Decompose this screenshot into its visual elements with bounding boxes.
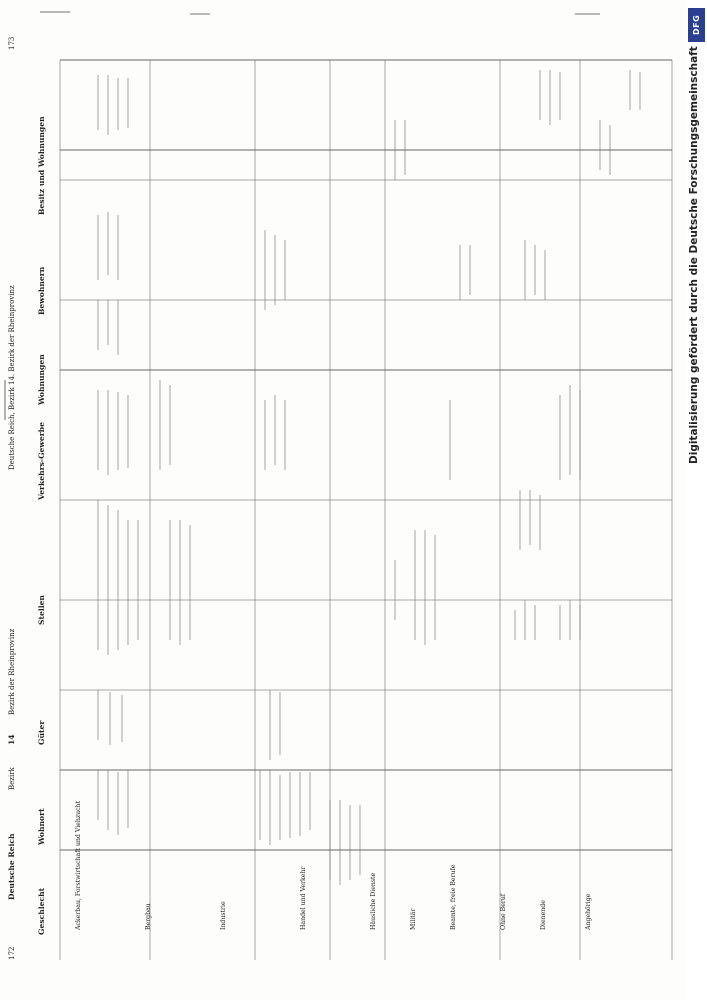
col-header-right-4: Besitz und Wohnungen bbox=[37, 116, 46, 215]
row-label-10: Angehörige bbox=[585, 893, 592, 930]
dfg-logo-badge: DFG bbox=[688, 8, 705, 42]
header-bezirk-label: Bezirk bbox=[8, 767, 16, 790]
col-header-left-1: Geschlecht bbox=[37, 887, 46, 935]
row-label-9: Dienende bbox=[540, 900, 547, 930]
row-label-1: Ackerbau, Forstwirtschaft und Viehzucht bbox=[75, 800, 82, 930]
col-header-right-2: Wohnungen bbox=[37, 354, 46, 405]
header-bezirk-rest: Bezirk der Rheinprovinz bbox=[8, 628, 16, 715]
col-header-left-2: Wohnort bbox=[37, 808, 46, 845]
col-header-right-1: Verkehrs-Gewerbe bbox=[37, 422, 46, 500]
digitization-credit-banner bbox=[685, 0, 707, 1000]
row-label-6: Militär bbox=[410, 908, 417, 930]
column-headers-right bbox=[37, 116, 46, 501]
page-number-right: 173 bbox=[8, 36, 16, 50]
page-number-left: 172 bbox=[8, 946, 16, 960]
row-label-8: Ohne Beruf bbox=[500, 893, 507, 930]
col-header-right-3: Bewohnern bbox=[37, 266, 46, 315]
header-bezirk-number: 14 bbox=[7, 734, 16, 745]
row-label-5: Häusliche Dienste bbox=[370, 872, 377, 930]
col-header-left-3: Güter bbox=[37, 720, 46, 745]
row-label-4: Handel und Verkehr bbox=[300, 866, 307, 930]
col-header-left-4: Stellen bbox=[37, 595, 46, 625]
header-left-caption: Deutsche Reich bbox=[7, 833, 16, 900]
header-right-caption: Deutsche Reich, Bezirk 14. Bezirk der Rheinprovinz bbox=[8, 285, 16, 470]
digitization-credit-text: Digitalisierung gefördert durch die Deutsche Forschungsgemeinschaft bbox=[688, 46, 700, 464]
row-label-3: Industrie bbox=[220, 901, 227, 930]
row-label-2: Bergbau bbox=[145, 903, 152, 930]
row-label-7: Beamte, freie Berufe bbox=[450, 864, 457, 930]
